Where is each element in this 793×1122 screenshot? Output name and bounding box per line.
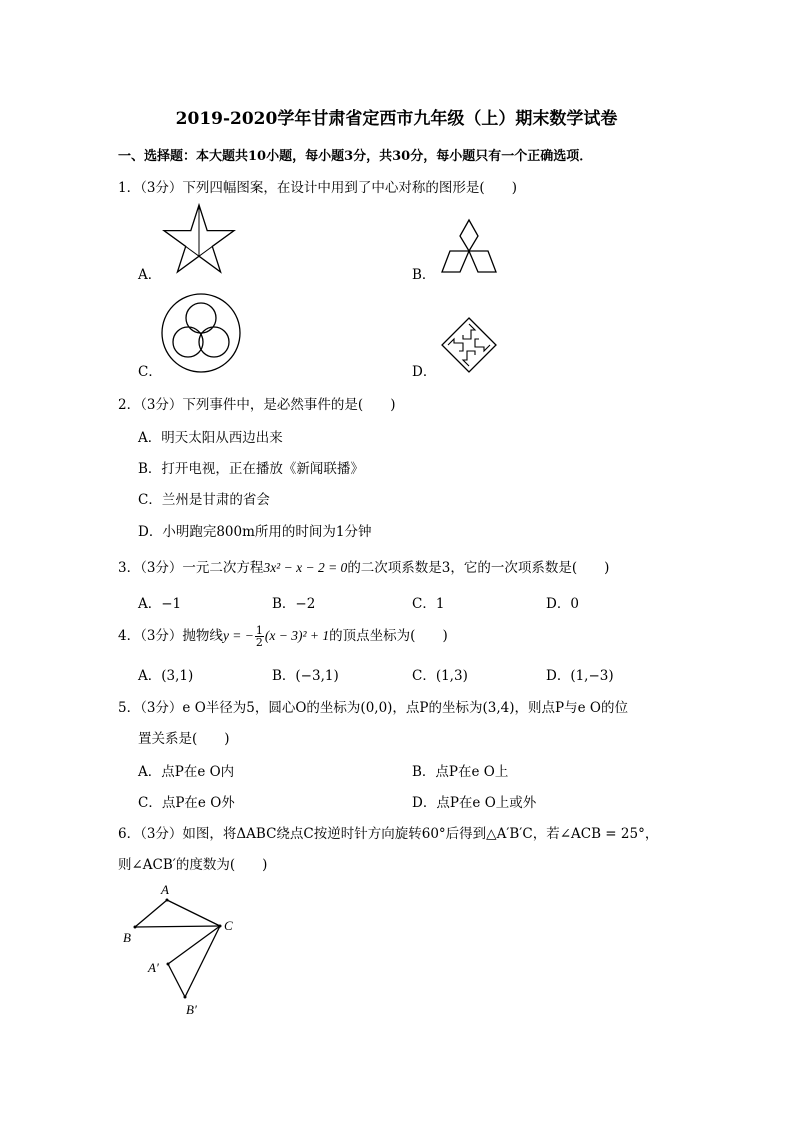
q5-option-a: A．点P在e O内 (138, 764, 235, 780)
q4-fraction (255, 625, 264, 648)
circles-figure (160, 292, 242, 374)
question-3-stem (118, 556, 609, 576)
q3-stem-suffix: 的二次项系数是3，它的一次项系数是( ) (347, 560, 610, 576)
point-a-prime-label: A′ (148, 960, 159, 975)
q2-option-b: B．打开电视，正在播放《新闻联播》 (138, 461, 364, 477)
q3-option-b: B．−2 (272, 596, 316, 612)
question-4-stem (118, 624, 448, 648)
q3-option-a: A．−1 (138, 596, 182, 612)
q2-option-d: D．小明跑完800m所用的时间为1分钟 (138, 524, 372, 540)
q2-option-c: C．兰州是甘肃的省会 (138, 492, 270, 508)
point-a-label: A (161, 882, 169, 897)
arrows-diamond-figure (440, 316, 498, 374)
q4-frac-num: 1 (255, 624, 263, 637)
rotation-triangle-figure (110, 876, 250, 1021)
q2-option-a: A．明天太阳从西边出来 (138, 430, 283, 446)
q1-label-c: C． (138, 364, 162, 380)
q4-option-b: B．(−3,1) (272, 668, 339, 684)
question-2-stem: 2．（3分）下列事件中，是必然事件的是( ) (118, 397, 396, 413)
q4-stem-suffix: 的顶点坐标为( ) (329, 628, 448, 644)
q1-label-b: B． (412, 267, 436, 283)
point-c-label: C (224, 918, 233, 933)
q5-option-d: D．点P在e O上或外 (412, 795, 537, 811)
q4-option-c: C．(1,3) (412, 668, 468, 684)
point-b-prime-label: B′ (186, 1002, 197, 1017)
q5-option-c: C．点P在e O外 (138, 795, 235, 811)
q5-option-b: B．点P在e O上 (412, 764, 509, 780)
question-1-stem: 1．（3分）下列四幅图案，在设计中用到了中心对称的图形是( ) (118, 180, 517, 196)
question-5-line-2: 置关系是( ) (138, 731, 230, 747)
question-6-line-1: 6．（3分）如图，将ΔABC绕点C按逆时针方向旋转60°后得到△A′B′C，若∠ACB = 25°， (118, 826, 659, 842)
q3-equation: 3x² − x − 2 = 0 (263, 560, 348, 575)
section-heading: 一、选择题：本大题共10小题，每小题3分，共30分，每小题只有一个正确选项． (118, 149, 593, 164)
q4-stem-prefix: 4．（3分）抛物线 (118, 628, 223, 644)
q1-label-a: A． (138, 267, 162, 283)
page-title: 2019-2020学年甘肃省定西市九年级（上）期末数学试卷 (175, 109, 618, 129)
q4-option-d: D．(1,−3) (546, 668, 614, 684)
q3-stem-prefix: 3．（3分）一元二次方程 (118, 560, 264, 576)
star-figure (160, 202, 238, 276)
q4-frac-den: 2 (255, 636, 263, 649)
q3-option-c: C．1 (412, 596, 445, 612)
q4-eq-left: y = − (222, 628, 254, 643)
q3-option-d: D．0 (546, 596, 579, 612)
question-5-line-1: 5．（3分）e O半径为5，圆心O的坐标为(0,0)，点P的坐标为(3,4)，则点P与e O的位 (118, 700, 628, 716)
q4-eq-right: (x − 3)² + 1 (264, 628, 330, 643)
q4-option-a: A．(3,1) (138, 668, 194, 684)
point-b-label: B (123, 930, 131, 945)
question-6-line-2: 则∠ACB′的度数为( ) (118, 857, 268, 873)
three-diamond-figure (440, 218, 498, 276)
q1-label-d: D． (412, 364, 437, 380)
